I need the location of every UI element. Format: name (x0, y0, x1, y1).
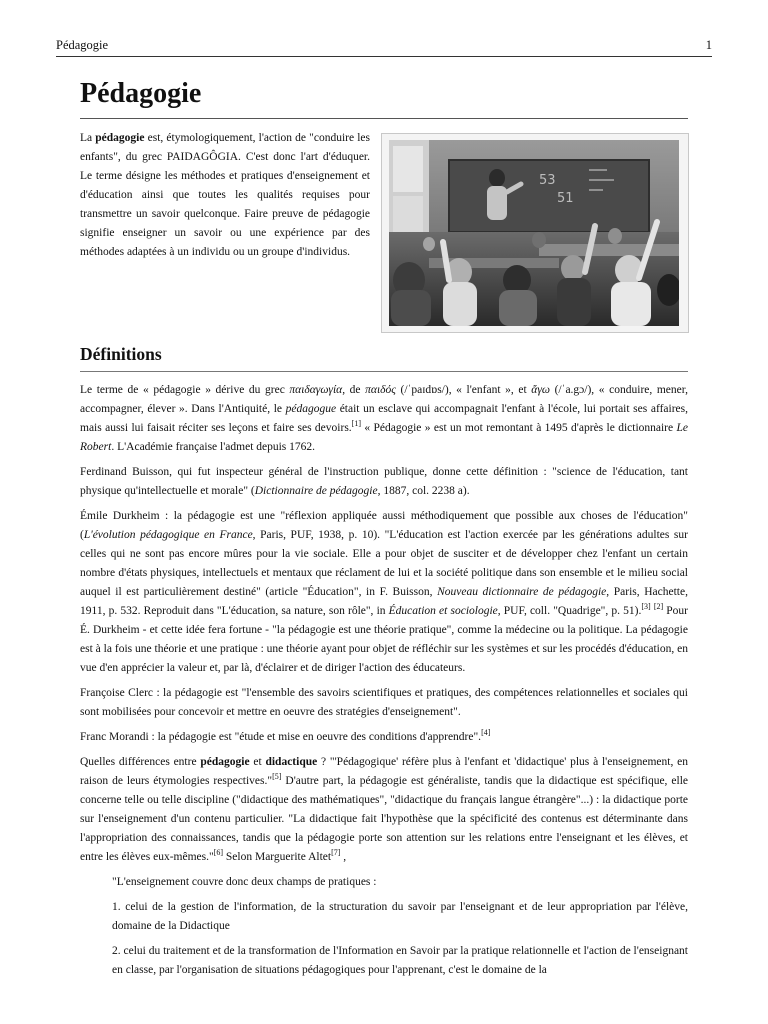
greek-term: ἄγω (531, 384, 550, 396)
paragraph-morandi (80, 728, 688, 747)
italic-title: Le Robert (80, 422, 688, 453)
intro-text-2: est, étymologiquement, l'action de "conduire les enfants", du grec PAIDAGÔGIA. C'est donc l'art d'éduquer. Le terme désigne les méthodes et pratiques d'enseignement et d'éducation ainsi que toutes les qualités requises pour transmettre un savoir quelconque. Faire preuve de pédagogie signifie enseigner un savoir ou une expérience par des méthodes adaptées à un individu ou un groupe d'individus. (80, 132, 370, 258)
greek-term: παιδός (365, 384, 396, 396)
blockquote-altet (112, 873, 688, 980)
text: . L'Académie française l'admet depuis 1762. (111, 441, 316, 453)
italic-title: L'évolution pédagogique en France (83, 529, 253, 541)
text: « Pédagogie » est un mot remontant à 1495 d'après le dictionnaire (361, 422, 677, 434)
page-title: Pédagogie (80, 78, 688, 119)
section-heading-definitions: Définitions (80, 344, 688, 372)
running-header (56, 38, 712, 57)
text: , PUF, coll. "Quadrige", p. 51). (497, 605, 642, 617)
text: Ferdinand Buisson, qui fut inspecteur général de l'instruction publique, donne cette définition : "science de l'éducation, tant physique qu'intellectuelle et morale" ( (80, 466, 688, 497)
running-header-title: Pédagogie (56, 38, 109, 52)
paragraph-buisson (80, 463, 688, 501)
footnote-ref[interactable]: [2] (653, 602, 664, 612)
text: , de (342, 384, 366, 396)
italic-title: Dictionnaire de pédagogie (254, 485, 378, 497)
svg-text:53: 53 (539, 173, 556, 188)
definitions-section (80, 344, 688, 980)
article-content (80, 78, 688, 980)
svg-text:51: 51 (557, 191, 574, 206)
classroom-photo-image (389, 140, 679, 326)
text: , 1887, col. 2238 a). (377, 485, 470, 497)
quote-line-intro: "L'enseignement couvre donc deux champs de pratiques : (112, 876, 377, 888)
intro-text-1: La (80, 132, 96, 144)
classroom-photo (381, 133, 689, 333)
text: , Paris, PUF, 1938, p. 10). "L'éducation est l'action exercée par les générations adultes sur celles qui ne sont pas encore mûres pour la vie sociale. Elle a pour objet de susciter et de développer chez l'enfant un certain nombre d'états physiques, intellectuels et mentaux que réclament de lui et la société politique dans son ensemble et le milieu social auquel il est particulièrement destiné" (article "Éducation", in F. Buisson, (80, 529, 688, 598)
text: ? "'Pédagogique' réfère plus à l'enfant et 'didactique' plus à l'enseignement, en raison de leurs étymologies respectives." (80, 756, 688, 787)
paragraph-durkheim (80, 507, 688, 678)
footnote-ref[interactable]: [1] (351, 419, 361, 429)
italic-title: Nouveau dictionnaire de pédagogie (437, 586, 607, 598)
text: Pour É. Durkheim - et cette idée fera fortune - "la pédagogie est une théorie pratique", comme la médecine ou la politique. La pédagogie est à la fois une théorie et une pratique : une théorie ayant pour objet de réfléchir sur les systèmes et sur les procédés d'éducation, en vue d'en apprécier la valeur et, par là, d'éclairer et de diriger l'action des éducateurs. (80, 605, 689, 674)
footnote-ref[interactable]: [7] (331, 848, 341, 858)
paragraph-clerc: Françoise Clerc : la pédagogie est "l'ensemble des savoirs scientifiques et pratiques, des compétences relationnelles et sociales qui sont mobilisées pour concevoir et mettre en oeuvre des stratégies d'enseignement". (80, 687, 688, 718)
text: et (249, 756, 266, 768)
text: , Paris, Hachette, 1911, p. 532. Reproduit dans "L'éducation, sa nature, son rôle", in (80, 586, 688, 617)
text: Le terme de « pédagogie » dérive du grec (80, 384, 290, 396)
text: Franc Morandi : la pédagogie est "étude et mise en oeuvre des conditions d'apprendre". (80, 731, 482, 743)
bold-term: pédagogie (200, 756, 250, 768)
intro-block (80, 129, 688, 344)
text: Quelles différences entre (80, 756, 201, 768)
italic-title: Éducation et sociologie (388, 605, 498, 617)
footnote-ref[interactable]: [5] (272, 772, 282, 782)
intro-paragraph (80, 129, 370, 262)
text: (/ˈpaɪdɒs/), « l'enfant », et (395, 384, 532, 396)
text: , (340, 851, 347, 863)
intro-term-pedagogie: pédagogie (95, 132, 145, 144)
footnote-ref[interactable]: [3] (641, 602, 651, 612)
text: D'autre part, la pédagogie est généraliste, tandis que la didactique est spécifique, elle concerne telle ou telle discipline ("didactique des mathématiques", "didactique du français langue étrangère"...) : la didactique porte sur l'enseignement d'un contenu particulier. "La didactique fait l'hypothèse que la spécificité des contenus est déterminante dans l'appropriation des connaissances, tandis que la pédagogie porte son attention sur les relations entre l'enseignant et les élèves, et entre les élèves eux-mêmes." (80, 775, 689, 863)
text: était un esclave qui accompagnait l'enfant à l'école, lui portait ses affaires, mais aussi lui faisait réciter ses leçons et faire ses devoirs. (80, 403, 688, 434)
footnote-ref[interactable]: [6] (213, 848, 224, 858)
text: Émile Durkheim : la pédagogie est une "réflexion appliquée aussi méthodiquement que possible aux choses de l'éducation" ( (80, 510, 688, 541)
paragraph-didactique (80, 753, 688, 867)
quote-item-2: 2. celui du traitement et de la transformation de l'Information en Savoir par la pratique relationnelle et l'action de l'enseignant en classe, par l'organisation de situations pédagogiques pour l'apprenant, c'est le domaine de la (112, 945, 688, 976)
paragraph-etymology (80, 381, 688, 457)
bold-term: didactique (265, 756, 318, 768)
footnote-ref[interactable]: [4] (481, 728, 491, 738)
italic-term: pédagogue (285, 403, 337, 415)
page-number: 1 (705, 38, 712, 52)
quote-item-1: 1. celui de la gestion de l'information, de la structuration du savoir par l'enseignant et de leur appropriation par l'élève, domaine de la Didactique (112, 901, 688, 932)
greek-term: παιδαγωγία (289, 384, 343, 396)
text: (/ˈa.gɔ/), « conduire, mener, accompagner, élever ». Dans l'Antiquité, le (80, 384, 689, 415)
text: Selon Marguerite Altet (223, 851, 332, 863)
